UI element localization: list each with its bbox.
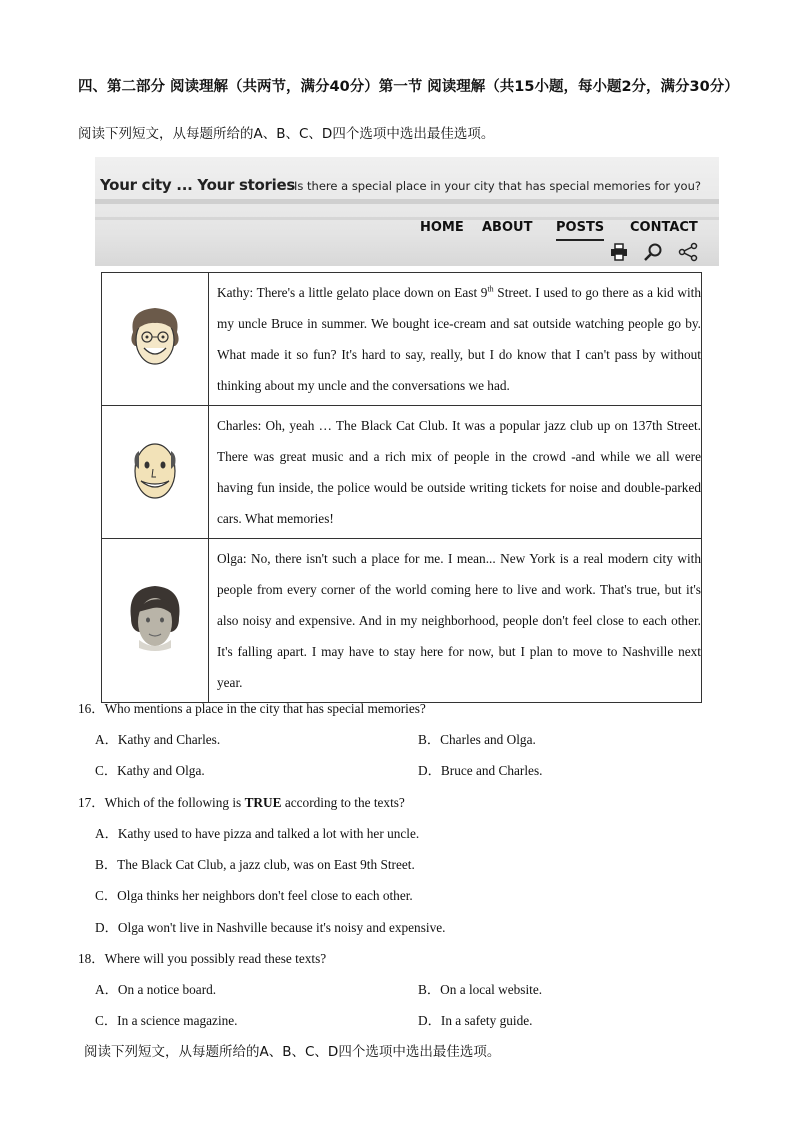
girl-face-icon: [125, 582, 185, 654]
option-18-a[interactable]: A．On a notice board.: [95, 982, 217, 997]
post-text-part: Kathy: There's a little gelato place down on East 9: [217, 285, 488, 300]
option-17-c[interactable]: C．Olga thinks her neighbors don't feel close to each other.: [95, 888, 413, 903]
next-instruction: 阅读下列短文，从每题所给的A、B、C、D四个选项中选出最佳选项。: [84, 1044, 501, 1060]
post-text-olga: Olga: No, there isn't such a place for me. I mean... New York is a real modern city with people from every corner of the world coming here to live and work. That's true, but it's also noisy and expensive. And in my neighborhood, people don't feel close to each other. It's falling apart. I may have to stay here for now, but I plan to move to Nashville next year.: [209, 539, 702, 703]
nav-contact[interactable]: CONTACT: [630, 220, 698, 235]
instruction: 阅读下列短文，从每题所给的A、B、C、D四个选项中选出最佳选项。: [78, 126, 495, 142]
question-17: [78, 792, 405, 811]
avatar-cell: [102, 273, 209, 406]
option-17-d[interactable]: D．Olga won't live in Nashville because it's noisy and expensive.: [95, 920, 446, 935]
smiling-bald-man-face-icon: [125, 435, 185, 505]
question-16: 16．Who mentions a place in the city that has special memories?: [78, 701, 426, 716]
option-16-a[interactable]: A．Kathy and Charles.: [95, 732, 221, 747]
question-text: 17．Which of the following is: [78, 795, 245, 810]
option-18-c[interactable]: C．In a science magazine.: [95, 1013, 238, 1028]
posts-table: [101, 272, 702, 703]
nav-home[interactable]: HOME: [420, 220, 464, 235]
section-heading: 四、第二部分 阅读理解（共两节，满分40分）第一节 阅读理解（共15小题，每小题2分，满分30分）: [78, 79, 739, 95]
post-row: [102, 406, 702, 539]
site-title: Your city ... Your stories: [100, 176, 295, 194]
option-18-b[interactable]: B．On a local website.: [418, 982, 543, 997]
option-17-b[interactable]: B．The Black Cat Club, a jazz club, was on East 9th Street.: [95, 857, 415, 872]
website-header: [95, 157, 719, 266]
avatar-cell: [102, 539, 209, 703]
header-stripe: [95, 199, 719, 204]
share-icon[interactable]: [678, 242, 698, 262]
search-icon[interactable]: [643, 242, 663, 262]
nav-active-underline: [556, 239, 604, 241]
option-17-a[interactable]: A．Kathy used to have pizza and talked a lot with her uncle.: [95, 826, 420, 841]
question-text: according to the texts?: [281, 795, 405, 810]
post-text-kathy: [209, 273, 702, 406]
nav-about[interactable]: ABOUT: [482, 220, 533, 235]
post-row: [102, 273, 702, 406]
post-row: [102, 539, 702, 703]
post-text-part: Street. I used to go there as a kid with my uncle Bruce in summer. We bought ice-cream and sat outside watching people go by. What made it so fun? It's hard to say, really, but I do know that I can't pass by without thinking about my uncle and the conversations we had.: [217, 285, 701, 393]
post-text-charles: Charles: Oh, yeah … The Black Cat Club. It was a popular jazz club up on 137th Street. There was great music and a rich mix of people in the crowd -and while we all were having fun inside, the police would be outside writing tickets for noise and double-parked cars. What memories!: [209, 406, 702, 539]
nav-posts[interactable]: POSTS: [556, 220, 605, 235]
header-stripe: [95, 217, 719, 220]
smiling-woman-face-icon: [125, 302, 185, 372]
superscript: th: [487, 284, 494, 294]
option-16-b[interactable]: B．Charles and Olga.: [418, 732, 536, 747]
print-icon[interactable]: [609, 242, 629, 262]
option-18-d[interactable]: D．In a safety guide.: [418, 1013, 533, 1028]
option-16-c[interactable]: C．Kathy and Olga.: [95, 763, 205, 778]
question-18: 18．Where will you possibly read these texts?: [78, 951, 327, 966]
emphasis-word: TRUE: [244, 795, 282, 810]
site-tagline: Is there a special place in your city that has special memories for you?: [294, 179, 701, 193]
option-16-d[interactable]: D．Bruce and Charles.: [418, 763, 543, 778]
avatar-cell: [102, 406, 209, 539]
